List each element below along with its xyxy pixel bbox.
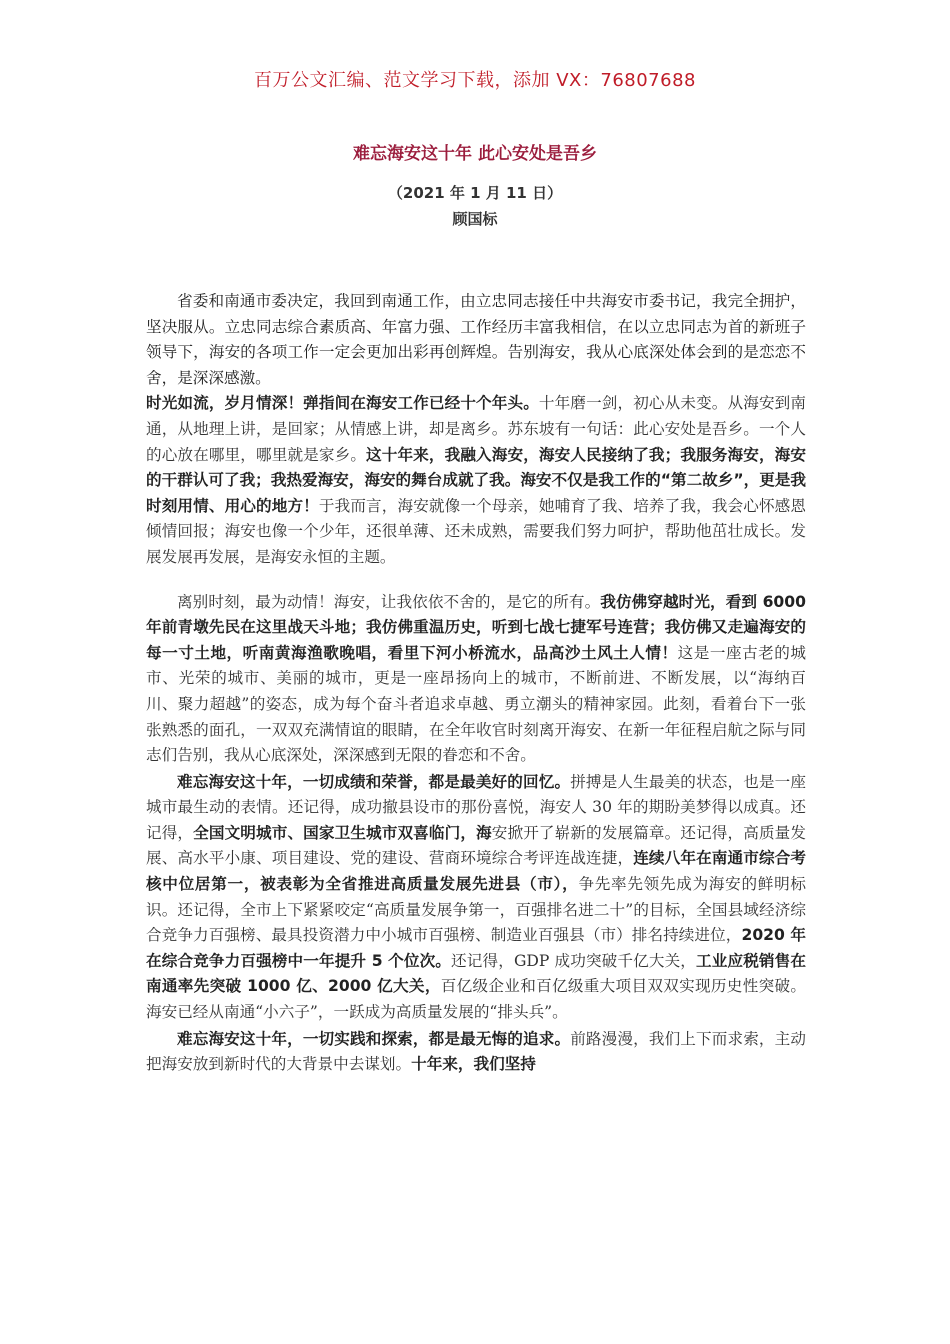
paragraph-4-bold-2: 全国文明城市、国家卫生城市双喜临门，海 xyxy=(193,823,492,842)
paragraph-3 xyxy=(146,590,806,769)
paragraph-4-text-3: 争先率先领先成为海安的鲜明标识。还记得，全市上下紧紧咬定“高质量发展争第一，百强排名进二十”的目标，全国县域经济综合竞争力百强榜、最具投资潜力中小城市百强榜、制造业百强县（市）排名持续进位， xyxy=(146,875,806,945)
paragraph-4-text-5: 百亿级企业和百亿级重大项目双双实现历史性突破。海安已经从南通“小六子”，一跃成为高质量发展的“排头兵”。 xyxy=(146,977,806,1022)
paragraph-3-text-1: 离别时刻，最为动情！海安，让我依依不舍的，是它的所有。 xyxy=(177,592,601,611)
paragraph-2-text-1: 十年磨一剑，初心从未变。从海安到南通，从地理上讲，是回家；从情感上讲，却是离乡。苏东坡有一句话：此心安处是吾乡。一个人的心放在哪里，哪里就是家乡。 xyxy=(146,394,806,464)
author-name: 顾国标 xyxy=(452,210,498,228)
speech-date: （2021 年 1 月 11 日） xyxy=(387,184,563,202)
promo-banner: 百万公文汇编、范文学习下载，添加 VX：76807688 xyxy=(254,70,696,91)
paragraph-5-bold-2: 十年来，我们坚持 xyxy=(411,1055,536,1074)
paragraph-4-text-2: 安掀开了崭新的发展篇章。还记得，高质量发展、高水平小康、项目建设、党的建设、营商环境综合考评连战连捷， xyxy=(146,823,806,868)
paragraph-4-bold-4: 2020 年在综合竞争力百强榜中一年提升 5 个位次。 xyxy=(146,926,806,970)
paragraph-4-text-4: 还记得，GDP 成功突破千亿大关， xyxy=(451,951,697,970)
paragraph-1-text: 省委和南通市委决定，我回到南通工作，由立忠同志接任中共海安市委书记，我完全拥护，坚决服从。立忠同志综合素质高、年富力强、工作经历丰富我相信，在以立忠同志为首的新班子领导下，海安的各项工作一定会更加出彩再创辉煌。告别海安，我从心底深处体会到的是恋恋不舍，是深深感激。 xyxy=(146,292,806,387)
paragraph-2-text-2: 于我而言，海安就像一个母亲，她哺育了我、培养了我，我会心怀感恩倾情回报；海安也像一个少年，还很单薄、还未成熟，需要我们努力呵护，帮助他茁壮成长。发展发展再发展，是海安永恒的主题。 xyxy=(146,496,806,566)
page-title: 难忘海安这十年 此心安处是吾乡 xyxy=(353,144,597,164)
article-body xyxy=(146,289,806,1078)
paragraph-5-text-1: 前路漫漫，我们上下而求索，主动把海安放到新时代的大背景中去谋划。 xyxy=(146,1029,806,1074)
paragraph-2-bold-2: 这十年来，我融入海安，海安人民接纳了我；我服务海安，海安的干群认可了我；我热爱海安，海安的舞台成就了我。海安不仅是我工作的“第二故乡”，更是我时刻用情、用心的地方！ xyxy=(146,445,806,515)
paragraph-5-bold-1: 难忘海安这十年，一切实践和探索，都是最无悔的追求。 xyxy=(177,1028,571,1048)
paragraph-4-bold-5: 工业应税销售在南通率先突破 1000 亿、2000 亿大关， xyxy=(146,951,806,996)
paragraph-3-bold-1: 我仿佛穿越时光，看到 6000 年前青墩先民在这里战天斗地；我仿佛重温历史，听到七战七捷军号连营；我仿佛又走遍海安的每一寸土地，听南黄海渔歌晚唱，看里下河小桥流水，品高沙土风土人情！ xyxy=(146,592,806,662)
paragraph-4 xyxy=(146,769,806,1026)
paragraph-4-bold-3: 连续八年在南通市综合考核中位居第一，被表彰为全省推进高质量发展先进县（市）， xyxy=(146,849,806,894)
paragraph-3-text-2: 这是一座古老的城市、光荣的城市、美丽的城市，更是一座昂扬向上的城市，不断前进、不断发展，以“海纳百川、聚力超越”的姿态，成为每个奋斗者追求卓越、勇立潮头的精神家园。此刻，看着台下一张张熟悉的面孔，一双双充满情谊的眼睛，在全年收官时刻离开海安、在新一年征程启航之际与同志们告别，我从心底深处，深深感到无限的眷恋和不舍。 xyxy=(146,643,806,765)
paragraph-5 xyxy=(146,1026,806,1078)
paragraph-2 xyxy=(146,391,806,570)
paragraph-2-bold-1: 时光如流，岁月情深！弹指间在海安工作已经十个年头。 xyxy=(146,394,539,413)
paragraph-4-bold-1: 难忘海安这十年，一切成绩和荣誉，都是最美好的回忆。 xyxy=(177,771,571,791)
paragraph-1 xyxy=(146,289,806,391)
paragraph-4-text-1: 拼搏是人生最美的状态，也是一座城市最生动的表情。还记得，成功撤县设市的那份喜悦，海安人 30 年的期盼美梦得以成真。还记得， xyxy=(146,772,806,842)
